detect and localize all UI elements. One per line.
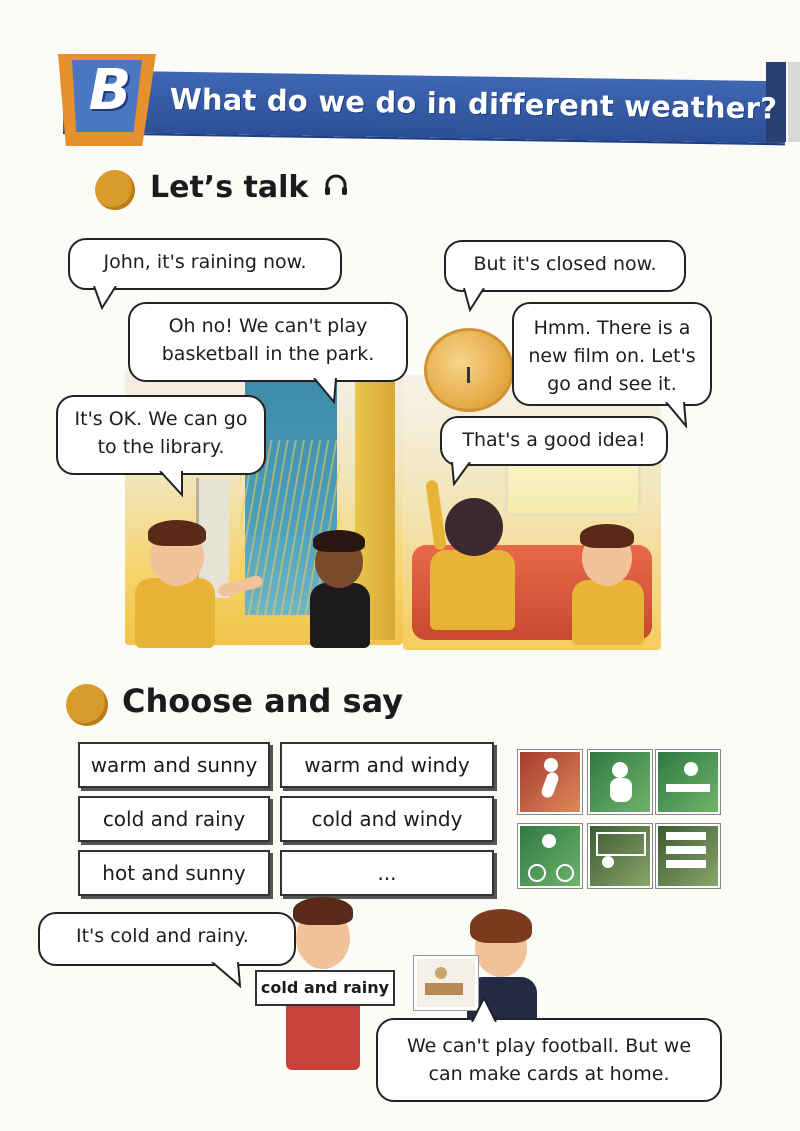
choose-and-say-heading: Choose and say <box>122 682 404 720</box>
speech-bubble-5: Hmm. There is a new film on. Let's go and see it. <box>512 302 712 406</box>
activity-tile-reading[interactable] <box>656 824 720 888</box>
activity-tile-bike[interactable] <box>518 824 582 888</box>
boy-back <box>415 490 525 640</box>
section-bullet-dot-2 <box>66 684 108 726</box>
activity-card-held <box>414 956 478 1010</box>
option-warm-and-sunny[interactable]: warm and sunny <box>78 742 270 788</box>
speech-bubble-6: That's a good idea! <box>440 416 668 466</box>
option-more[interactable]: ... <box>280 850 494 896</box>
bubble-tail-2 <box>312 378 342 404</box>
bubble-tail-3 <box>158 471 188 497</box>
wall-clock <box>424 328 514 412</box>
activity-tile-play[interactable] <box>588 750 652 814</box>
speech-bubble-4: But it's closed now. <box>444 240 686 292</box>
activity-tile-table[interactable] <box>656 750 720 814</box>
bubble-tail-6 <box>450 462 480 486</box>
headphones-icon[interactable] <box>323 171 349 206</box>
speech-bubble-1: John, it's raining now. <box>68 238 342 290</box>
bubble-tail-4 <box>462 288 492 312</box>
speech-bubble-cold-rainy: It's cold and rainy. <box>38 912 296 966</box>
lets-talk-heading <box>150 170 349 206</box>
bubble-tail-cold-rainy <box>210 962 244 988</box>
speech-bubble-2: Oh no! We can't play basketball in the park. <box>128 302 408 382</box>
bubble-tail-1 <box>92 286 122 310</box>
option-hot-and-sunny[interactable]: hot and sunny <box>78 850 270 896</box>
boy-friend <box>285 528 380 646</box>
speech-bubble-football: We can't play football. But we can make cards at home. <box>376 1018 722 1102</box>
section-bullet-dot <box>95 170 135 210</box>
bubble-tail-5 <box>664 402 694 428</box>
option-warm-and-windy[interactable]: warm and windy <box>280 742 494 788</box>
activity-tile-football[interactable] <box>518 750 582 814</box>
activity-tile-cards[interactable] <box>588 824 652 888</box>
option-cold-and-windy[interactable]: cold and windy <box>280 796 494 842</box>
bubble-tail-football <box>470 998 500 1022</box>
speech-bubble-3: It's OK. We can go to the library. <box>56 395 266 475</box>
lets-talk-label: Let’s talk <box>150 170 309 205</box>
boy-john <box>130 520 240 645</box>
page-edge <box>788 62 800 142</box>
section-letter: B <box>88 58 132 123</box>
boy-john-right <box>560 520 655 645</box>
weather-sign-card: cold and rainy <box>255 970 395 1006</box>
option-cold-and-rainy[interactable]: cold and rainy <box>78 796 270 842</box>
section-title: What do we do in different weather? <box>169 82 778 126</box>
